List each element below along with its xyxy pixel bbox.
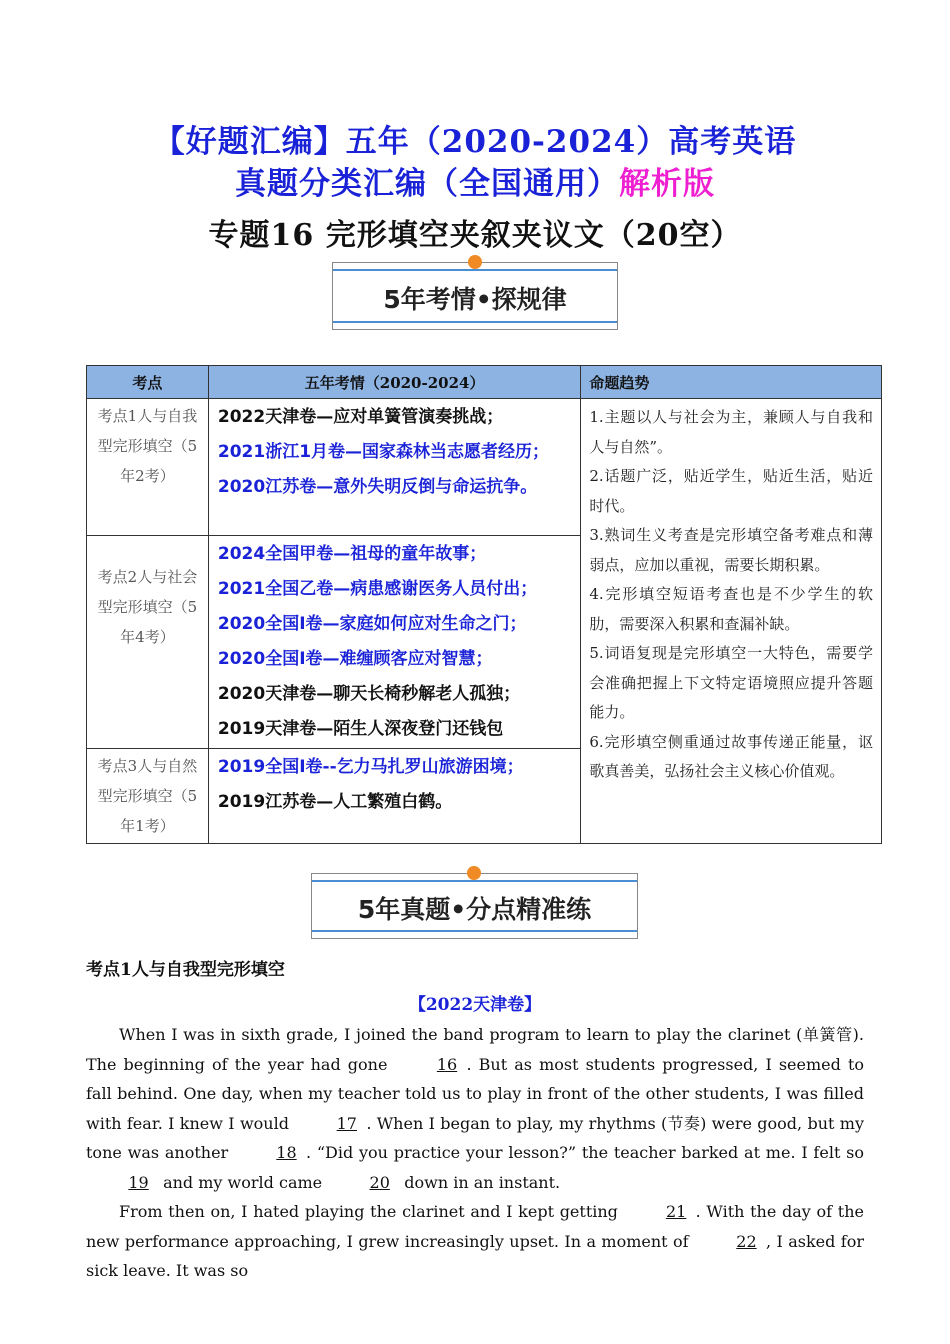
exam-history-cell — [208, 536, 581, 749]
exam-source-label: 【2022天津卷】 — [408, 995, 542, 1015]
header-cell: 五年考情（2020-2024） — [208, 366, 581, 399]
history-item: 2020全国I卷—难缠顾客应对智慧； — [217, 649, 493, 669]
trend-item: 6.完形填空侧重通过故事传递正能量，讴歌真善美，弘扬社会主义核心价值观。 — [589, 732, 873, 780]
orange-dot-icon — [467, 866, 481, 880]
title-accent-part: 解析版 — [619, 166, 715, 202]
passage-paragraph: From then on, I hated playing the clarinet and I kept getting 21 . With the day of the new performance approaching, I grew increasingly upset. In a moment of 22 , I asked for sick leave. It was so — [86, 1197, 864, 1286]
exam-point-cell: 考点1人与自我型完形填空（5年2考） — [87, 399, 209, 536]
blank-16[interactable]: 16 — [436, 1054, 458, 1074]
header-cell: 命题趋势 — [581, 366, 882, 399]
trend-item: 5.词语复现是完形填空一大特色，需要学会准确把握上下文特定语境照应提升答题能力。 — [589, 644, 873, 721]
passage-paragraph: When I was in sixth grade, I joined the band program to learn to play the clarinet (单簧管). The beginning of the year had gone 16 . But as most students progressed, I seemed to fall behind. One day, when my teacher told us to play in front of the other students, I was filled with fear. I knew I would 17 . When I began to play, my rhythms (节奏) were good, but my tone was another 18 . “Did you practice your lesson?” the teacher barked at me. I felt so 19 and my world came 20 down in an instant. — [86, 1020, 864, 1197]
cloze-passage — [86, 1020, 864, 1286]
history-item: 2019天津卷—陌生人深夜登门还钱包 — [217, 719, 504, 739]
table-header-row — [87, 366, 882, 399]
history-item: 2019江苏卷—人工繁殖白鹤。 — [217, 792, 453, 812]
exam-overview-table — [86, 365, 882, 844]
document-title-line-1: 【好题汇编】五年（2020-2024）高考英语 — [153, 124, 797, 160]
blank-17[interactable]: 17 — [336, 1113, 357, 1133]
exam-point-cell: 考点3人与自然型完形填空（5年1考） — [87, 749, 209, 844]
history-item: 2020全国I卷—家庭如何应对生命之门； — [217, 614, 527, 634]
table-row — [87, 399, 882, 536]
practice-banner — [311, 873, 638, 939]
trend-item: 1.主题以人与社会为主，兼顾人与自我和人与自然”。 — [589, 408, 873, 456]
blank-19[interactable]: 19 — [128, 1172, 149, 1192]
title-main-part: 真题分类汇编（全国通用） — [235, 166, 619, 202]
exam-history-cell — [208, 749, 581, 844]
history-item: 2020江苏卷—意外失明反倒与命运抗争。 — [217, 477, 538, 497]
orange-dot-icon — [468, 255, 482, 269]
trend-item: 4.完形填空短语考查也是不少学生的软肋，需要深入积累和查漏补缺。 — [589, 585, 873, 633]
history-item: 2019全国I卷--乞力马扎罗山旅游困境； — [217, 757, 524, 777]
history-item: 2021全国乙卷—病患感谢医务人员付出； — [217, 579, 538, 599]
header-cell: 考点 — [87, 366, 209, 399]
history-item: 2024全国甲卷—祖母的童年故事； — [217, 544, 487, 564]
banner-label: 5年考情•探规律 — [383, 285, 567, 314]
history-item: 2022天津卷—应对单簧管演奏挑战； — [217, 407, 504, 427]
history-item: 2021浙江1月卷—国家森林当志愿者经历； — [217, 442, 550, 462]
exam-history-cell — [208, 399, 581, 536]
blank-20[interactable]: 20 — [369, 1172, 390, 1192]
trend-item: 3.熟词生义考查是完形填空备考难点和薄弱点，应加以重视，需要长期积累。 — [589, 526, 873, 574]
section-heading: 考点1人与自我型完形填空 — [86, 960, 285, 980]
blank-18[interactable]: 18 — [276, 1143, 297, 1162]
trend-cell — [581, 399, 882, 844]
topic-title: 专题16 完形填空夹叙夹议文（20空） — [208, 218, 742, 253]
blank-21[interactable]: 21 — [665, 1202, 687, 1221]
exam-trend-banner — [332, 262, 618, 330]
exam-point-cell: 考点2人与社会型完形填空（5年4考） — [87, 536, 209, 749]
blank-22[interactable]: 22 — [736, 1231, 757, 1251]
trend-item: 2.话题广泛，贴近学生，贴近生活，贴近时代。 — [589, 467, 873, 515]
document-title-line-2 — [0, 158, 950, 203]
banner-label: 5年真题•分点精准练 — [357, 895, 592, 924]
history-item: 2020天津卷—聊天长椅秒解老人孤独； — [217, 684, 521, 704]
